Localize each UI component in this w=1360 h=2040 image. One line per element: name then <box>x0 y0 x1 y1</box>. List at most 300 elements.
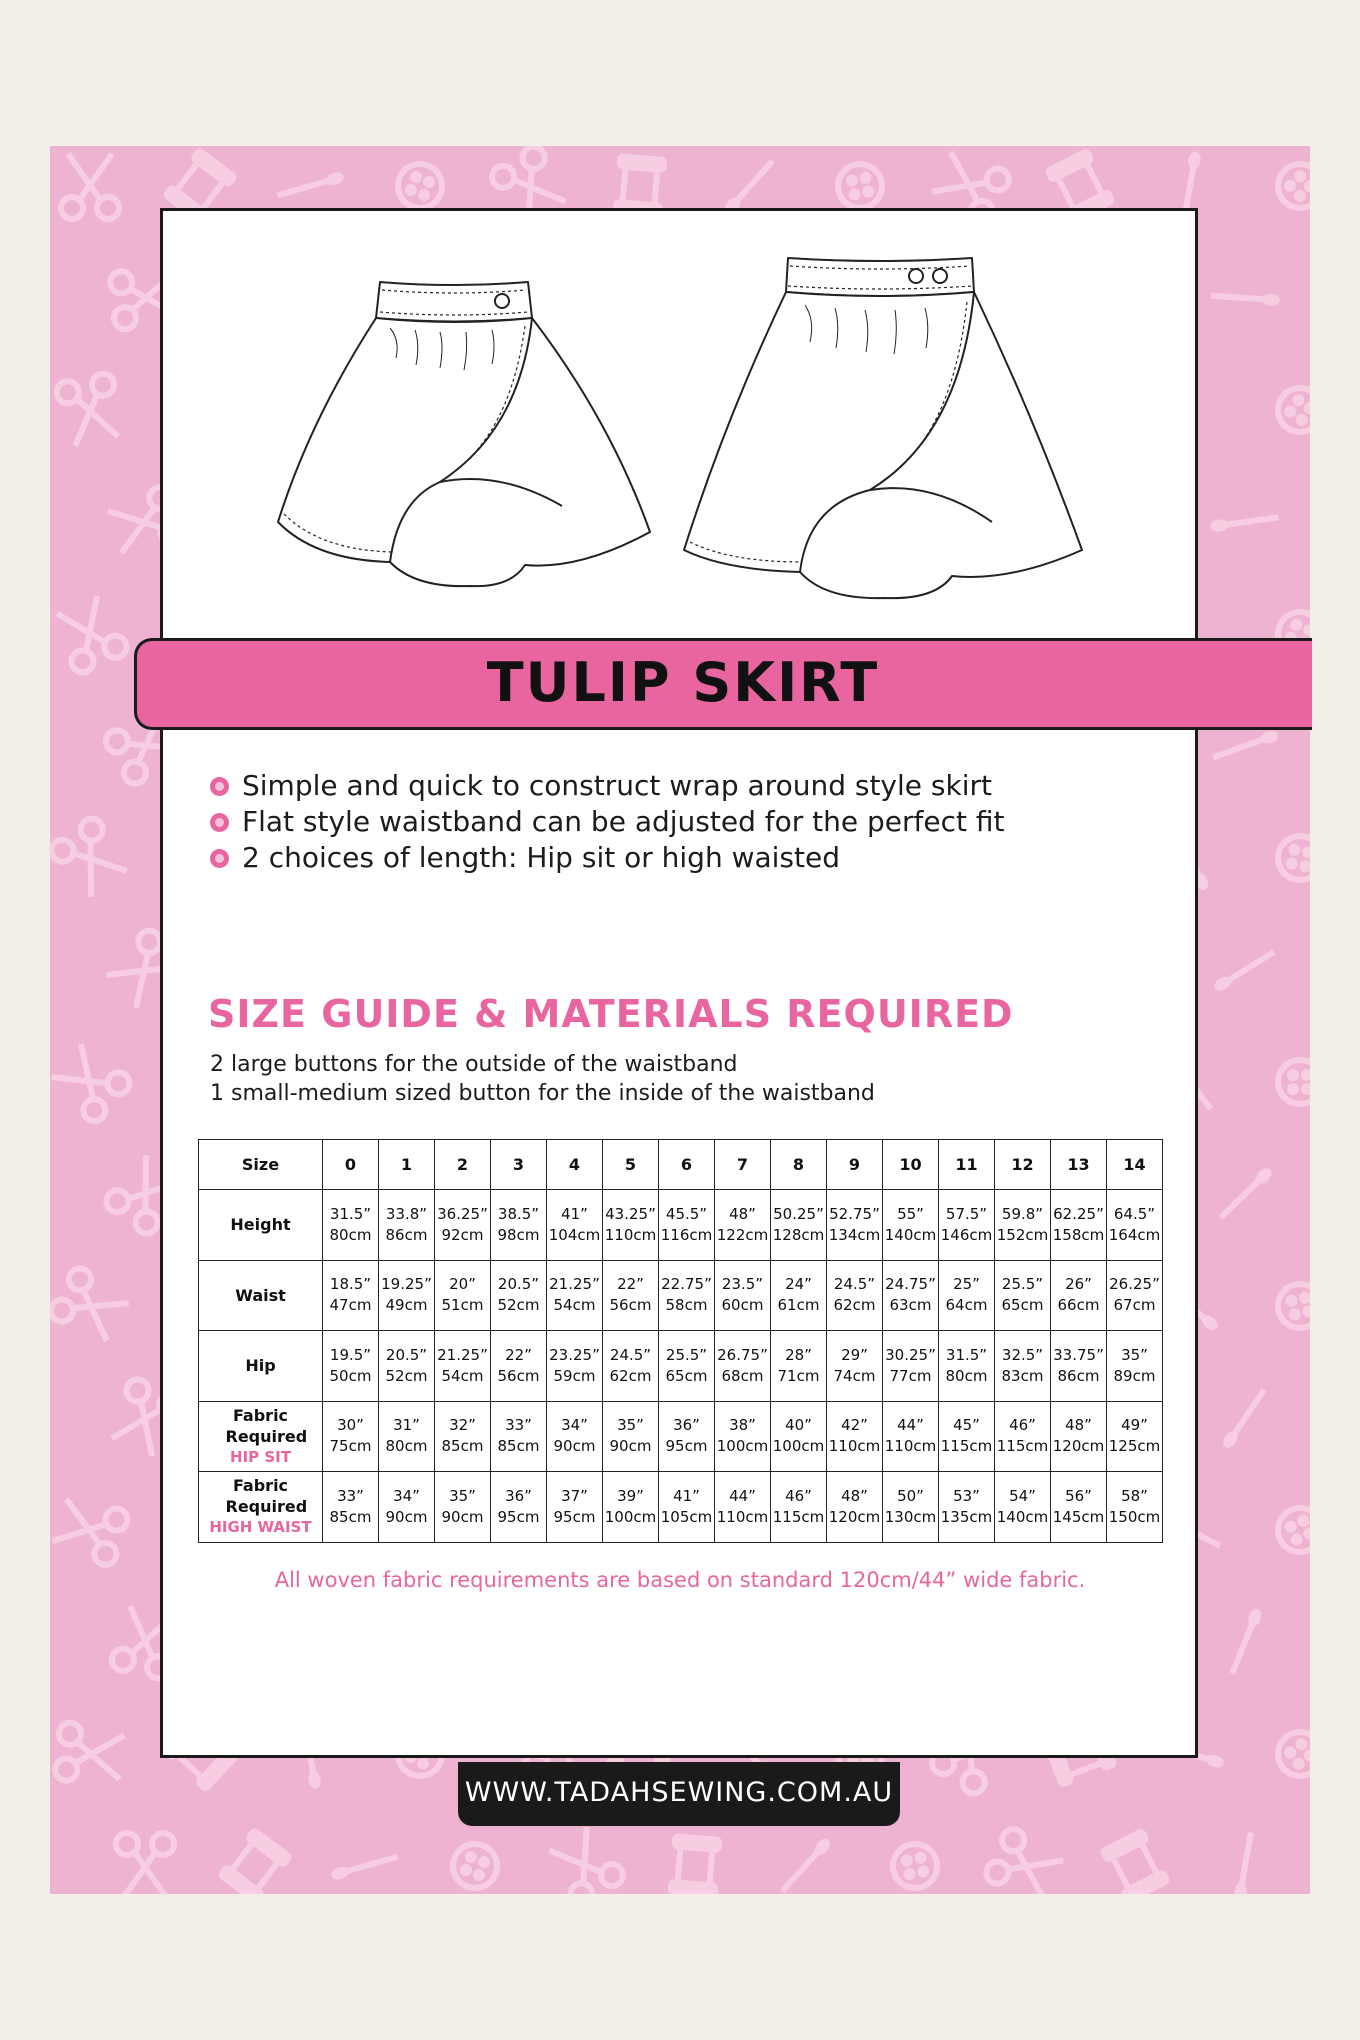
table-cell <box>827 1472 883 1543</box>
metric-value: 115cm <box>996 1437 1049 1456</box>
metric-value: 56cm <box>497 1366 540 1385</box>
table-cell <box>435 1190 491 1261</box>
metric-value: 86cm <box>385 1225 428 1244</box>
scissors-icon <box>50 814 132 901</box>
row-label <box>199 1260 323 1331</box>
imperial-value: 22” <box>617 1275 644 1294</box>
table-cell <box>995 1260 1051 1331</box>
table-cell <box>491 1331 547 1402</box>
thread-spool-icon <box>671 1836 720 1894</box>
table-cell <box>379 1331 435 1402</box>
table-cell <box>771 1190 827 1261</box>
table-cell <box>379 1472 435 1543</box>
metric-value: 85cm <box>497 1437 540 1456</box>
table-cell <box>939 1472 995 1543</box>
table-cell <box>379 1260 435 1331</box>
row-label-text: Fabric Required <box>225 1405 308 1446</box>
size-header-cell: 1 <box>379 1140 435 1190</box>
sewing-needle-icon <box>725 159 775 214</box>
imperial-value: 22” <box>505 1345 532 1364</box>
table-cell <box>603 1190 659 1261</box>
metric-value: 130cm <box>884 1507 937 1526</box>
table-cell <box>995 1401 1051 1472</box>
table-cell <box>1051 1260 1107 1331</box>
metric-value: 80cm <box>329 1225 372 1244</box>
sewing-needle-icon <box>331 1854 398 1879</box>
metric-value: 59cm <box>553 1366 596 1385</box>
imperial-value: 34” <box>561 1416 588 1435</box>
table-cell <box>995 1190 1051 1261</box>
imperial-value: 25.5” <box>1001 1275 1044 1294</box>
metric-value: 120cm <box>828 1507 881 1526</box>
table-cell <box>883 1401 939 1472</box>
button-icon <box>889 1840 941 1892</box>
feature-list <box>210 768 1004 876</box>
scissors-icon <box>50 1039 134 1126</box>
metric-value: 90cm <box>441 1507 484 1526</box>
table-cell <box>491 1260 547 1331</box>
table-cell <box>939 1190 995 1261</box>
size-header-cell: 11 <box>939 1140 995 1190</box>
scissors-icon <box>55 372 125 448</box>
imperial-value: 26.75” <box>717 1345 768 1364</box>
metric-value: 54cm <box>441 1366 484 1385</box>
table-cell <box>771 1260 827 1331</box>
scissors-icon <box>116 1833 174 1894</box>
scissors-icon <box>543 1823 627 1894</box>
table-cell <box>547 1472 603 1543</box>
imperial-value: 22.75” <box>661 1275 712 1294</box>
skirt-hip-sit-illustration <box>270 270 660 590</box>
imperial-value: 24.5” <box>833 1275 876 1294</box>
metric-value: 49cm <box>385 1296 428 1315</box>
sewing-needle-icon <box>1236 1832 1254 1894</box>
metric-value: 74cm <box>833 1366 876 1385</box>
row-label <box>199 1401 323 1472</box>
imperial-value: 48” <box>729 1204 756 1223</box>
table-cell <box>379 1190 435 1261</box>
imperial-value: 50” <box>897 1486 924 1505</box>
feature-text: Flat style waistband can be adjusted for the perfect fit <box>242 805 1005 838</box>
materials-item: 2 large buttons for the outside of the waistband <box>210 1052 738 1077</box>
metric-value: 140cm <box>996 1507 1049 1526</box>
metric-value: 105cm <box>660 1507 713 1526</box>
imperial-value: 44” <box>729 1486 756 1505</box>
metric-value: 92cm <box>441 1225 484 1244</box>
button-icon <box>1269 1723 1310 1785</box>
table-cell <box>1051 1472 1107 1543</box>
table-cell <box>939 1401 995 1472</box>
table-cell <box>659 1260 715 1331</box>
table-cell <box>715 1190 771 1261</box>
sewing-needle-icon <box>1211 293 1279 304</box>
button-icon <box>1278 1060 1310 1105</box>
table-cell <box>547 1331 603 1402</box>
metric-value: 110cm <box>716 1507 769 1526</box>
imperial-value: 41” <box>561 1204 588 1223</box>
pattern-title: TULIP SKIRT <box>486 651 880 714</box>
imperial-value: 33.8” <box>385 1204 428 1223</box>
imperial-value: 54” <box>1009 1486 1036 1505</box>
metric-value: 54cm <box>553 1296 596 1315</box>
size-header-cell: 0 <box>323 1140 379 1190</box>
table-cell <box>435 1331 491 1402</box>
metric-value: 134cm <box>828 1225 881 1244</box>
metric-value: 67cm <box>1113 1296 1156 1315</box>
imperial-value: 23.5” <box>721 1275 764 1294</box>
table-cell <box>603 1260 659 1331</box>
metric-value: 62cm <box>609 1366 652 1385</box>
imperial-value: 30” <box>337 1416 364 1435</box>
metric-value: 146cm <box>940 1225 993 1244</box>
bullet-button-icon <box>210 849 229 868</box>
sewing-needle-icon <box>780 1839 830 1894</box>
metric-value: 115cm <box>772 1507 825 1526</box>
table-cell <box>1051 1190 1107 1261</box>
feature-text: Simple and quick to construct wrap around style skirt <box>242 769 992 802</box>
metric-value: 75cm <box>329 1437 372 1456</box>
sewing-needle-icon <box>1224 1388 1267 1448</box>
imperial-value: 20.5” <box>385 1345 428 1364</box>
materials-item: 1 small-medium sized button for the inside of the waistband <box>210 1081 875 1106</box>
table-cell <box>491 1190 547 1261</box>
imperial-value: 30.25” <box>885 1345 936 1364</box>
metric-value: 100cm <box>716 1437 769 1456</box>
bullet-button-icon <box>210 813 229 832</box>
sewing-needle-icon <box>1212 732 1278 761</box>
metric-value: 56cm <box>609 1296 652 1315</box>
metric-value: 90cm <box>553 1437 596 1456</box>
imperial-value: 28” <box>785 1345 812 1364</box>
imperial-value: 18.5” <box>329 1275 372 1294</box>
table-cell <box>827 1190 883 1261</box>
metric-value: 68cm <box>721 1366 764 1385</box>
imperial-value: 44” <box>897 1416 924 1435</box>
metric-value: 122cm <box>716 1225 769 1244</box>
thread-spool-icon <box>616 156 665 216</box>
metric-value: 95cm <box>497 1507 540 1526</box>
table-cell <box>771 1401 827 1472</box>
imperial-value: 21.25” <box>549 1275 600 1294</box>
table-cell <box>323 1401 379 1472</box>
thread-spool-icon <box>1103 1831 1168 1894</box>
metric-value: 116cm <box>660 1225 713 1244</box>
table-cell <box>827 1260 883 1331</box>
table-cell <box>1107 1260 1163 1331</box>
button-icon <box>1274 1280 1310 1333</box>
table-cell <box>435 1472 491 1543</box>
size-header-cell: 2 <box>435 1140 491 1190</box>
size-header-cell: 12 <box>995 1140 1051 1190</box>
metric-value: 125cm <box>1108 1437 1161 1456</box>
metric-value: 164cm <box>1108 1225 1161 1244</box>
button-icon <box>1271 1501 1310 1559</box>
feature-item <box>210 804 1004 840</box>
imperial-value: 38” <box>729 1416 756 1435</box>
row-label-text: Height <box>230 1215 291 1235</box>
imperial-value: 39” <box>617 1486 644 1505</box>
title-banner <box>134 638 1312 730</box>
metric-value: 52cm <box>497 1296 540 1315</box>
website-link[interactable]: WWW.TADAHSEWING.COM.AU <box>464 1777 894 1808</box>
table-row <box>199 1472 1163 1543</box>
size-header-cell: 8 <box>771 1140 827 1190</box>
metric-value: 145cm <box>1052 1507 1105 1526</box>
imperial-value: 36” <box>673 1416 700 1435</box>
scissors-icon <box>983 1825 1067 1894</box>
row-label <box>199 1190 323 1261</box>
size-header-cell: 13 <box>1051 1140 1107 1190</box>
sewing-needle-icon <box>1218 1168 1271 1220</box>
imperial-value: 45” <box>953 1416 980 1435</box>
size-header-cell: 5 <box>603 1140 659 1190</box>
size-guide-heading: SIZE GUIDE & MATERIALS REQUIRED <box>208 992 1014 1036</box>
imperial-value: 31.5” <box>945 1345 988 1364</box>
metric-value: 89cm <box>1113 1366 1156 1385</box>
scissors-icon <box>51 1493 131 1568</box>
bullet-button-icon <box>210 777 229 796</box>
imperial-value: 29” <box>841 1345 868 1364</box>
imperial-value: 31” <box>393 1416 420 1435</box>
imperial-value: 58” <box>1121 1486 1148 1505</box>
size-header-cell: 7 <box>715 1140 771 1190</box>
table-cell <box>1107 1190 1163 1261</box>
table-cell <box>827 1401 883 1472</box>
metric-value: 47cm <box>329 1296 372 1315</box>
size-chart-table <box>198 1139 1163 1543</box>
metric-value: 115cm <box>940 1437 993 1456</box>
table-cell <box>771 1472 827 1543</box>
imperial-value: 33” <box>505 1416 532 1435</box>
metric-value: 90cm <box>385 1507 428 1526</box>
table-cell <box>323 1472 379 1543</box>
imperial-value: 40” <box>785 1416 812 1435</box>
table-cell <box>995 1472 1051 1543</box>
metric-value: 80cm <box>945 1366 988 1385</box>
metric-value: 86cm <box>1057 1366 1100 1385</box>
table-cell <box>827 1331 883 1402</box>
size-header-cell: 6 <box>659 1140 715 1190</box>
button-icon <box>392 158 449 215</box>
imperial-value: 46” <box>1009 1416 1036 1435</box>
table-cell <box>659 1401 715 1472</box>
size-header-cell: 10 <box>883 1140 939 1190</box>
row-label-subtext: HIGH WAIST <box>209 1518 312 1537</box>
metric-value: 64cm <box>945 1296 988 1315</box>
metric-value: 65cm <box>1001 1296 1044 1315</box>
row-label <box>199 1331 323 1402</box>
table-cell <box>883 1472 939 1543</box>
table-cell <box>939 1260 995 1331</box>
metric-value: 65cm <box>665 1366 708 1385</box>
metric-value: 95cm <box>665 1437 708 1456</box>
metric-value: 63cm <box>889 1296 932 1315</box>
size-header-cell: 3 <box>491 1140 547 1190</box>
imperial-value: 25.5” <box>665 1345 708 1364</box>
table-cell <box>715 1401 771 1472</box>
scissors-icon <box>50 593 129 676</box>
imperial-value: 57.5” <box>945 1204 988 1223</box>
metric-value: 128cm <box>772 1225 825 1244</box>
size-chart-body <box>199 1190 1163 1543</box>
sewing-needle-icon <box>276 174 343 199</box>
button-icon <box>834 160 886 212</box>
metric-value: 85cm <box>441 1437 484 1456</box>
imperial-value: 32” <box>449 1416 476 1435</box>
imperial-value: 24.75” <box>885 1275 936 1294</box>
table-cell <box>491 1401 547 1472</box>
table-cell <box>1107 1472 1163 1543</box>
imperial-value: 36.25” <box>437 1204 488 1223</box>
imperial-value: 31.5” <box>329 1204 372 1223</box>
imperial-value: 20” <box>449 1275 476 1294</box>
imperial-value: 49” <box>1121 1416 1148 1435</box>
size-header-cell: 14 <box>1107 1140 1163 1190</box>
table-cell <box>435 1401 491 1472</box>
size-label-header: Size <box>199 1140 323 1190</box>
imperial-value: 24.5” <box>609 1345 652 1364</box>
imperial-value: 55” <box>897 1204 924 1223</box>
metric-value: 61cm <box>777 1296 820 1315</box>
imperial-value: 41” <box>673 1486 700 1505</box>
imperial-value: 35” <box>449 1486 476 1505</box>
scissors-icon <box>50 1264 132 1347</box>
table-cell <box>883 1331 939 1402</box>
imperial-value: 24” <box>785 1275 812 1294</box>
size-header-cell: 9 <box>827 1140 883 1190</box>
button-icon <box>1269 155 1310 217</box>
imperial-value: 59.8” <box>1001 1204 1044 1223</box>
table-row <box>199 1401 1163 1472</box>
imperial-value: 43.25” <box>605 1204 656 1223</box>
imperial-value: 33.75” <box>1053 1345 1104 1364</box>
imperial-value: 42” <box>841 1416 868 1435</box>
imperial-value: 20.5” <box>497 1275 540 1294</box>
table-cell <box>659 1331 715 1402</box>
row-label-subtext: HIP SIT <box>230 1447 291 1466</box>
table-cell <box>771 1331 827 1402</box>
imperial-value: 62.25” <box>1053 1204 1104 1223</box>
table-cell <box>323 1260 379 1331</box>
metric-value: 110cm <box>884 1437 937 1456</box>
website-banner <box>458 1762 900 1826</box>
fabric-note: All woven fabric requirements are based on standard 120cm/44” wide fabric. <box>274 1568 1086 1592</box>
metric-value: 95cm <box>553 1507 596 1526</box>
table-cell <box>323 1331 379 1402</box>
metric-value: 104cm <box>548 1225 601 1244</box>
imperial-value: 35” <box>617 1416 644 1435</box>
row-label-text: Hip <box>245 1356 276 1376</box>
metric-value: 135cm <box>940 1507 993 1526</box>
button-icon <box>1269 379 1310 440</box>
metric-value: 100cm <box>772 1437 825 1456</box>
table-cell <box>323 1190 379 1261</box>
table-cell <box>547 1260 603 1331</box>
table-cell <box>883 1260 939 1331</box>
table-row <box>199 1260 1163 1331</box>
metric-value: 50cm <box>329 1366 372 1385</box>
scissors-icon <box>61 154 119 219</box>
imperial-value: 46” <box>785 1486 812 1505</box>
imperial-value: 48” <box>1065 1416 1092 1435</box>
feature-item <box>210 840 1004 876</box>
table-cell <box>1107 1401 1163 1472</box>
table-cell <box>1051 1401 1107 1472</box>
imperial-value: 26” <box>1065 1275 1092 1294</box>
metric-value: 152cm <box>996 1225 1049 1244</box>
metric-value: 90cm <box>609 1437 652 1456</box>
table-cell <box>883 1190 939 1261</box>
table-row <box>199 1190 1163 1261</box>
table-cell <box>995 1331 1051 1402</box>
metric-value: 58cm <box>665 1296 708 1315</box>
metric-value: 140cm <box>884 1225 937 1244</box>
metric-value: 80cm <box>385 1437 428 1456</box>
button-icon <box>1274 832 1310 884</box>
metric-value: 120cm <box>1052 1437 1105 1456</box>
imperial-value: 32.5” <box>1001 1345 1044 1364</box>
imperial-value: 33” <box>337 1486 364 1505</box>
sewing-needle-icon <box>1211 514 1279 529</box>
table-cell <box>603 1401 659 1472</box>
size-header-cell: 4 <box>547 1140 603 1190</box>
imperial-value: 48” <box>841 1486 868 1505</box>
imperial-value: 53” <box>953 1486 980 1505</box>
imperial-value: 19.25” <box>381 1275 432 1294</box>
table-cell <box>1107 1331 1163 1402</box>
metric-value: 110cm <box>828 1437 881 1456</box>
metric-value: 98cm <box>497 1225 540 1244</box>
metric-value: 150cm <box>1108 1507 1161 1526</box>
row-label-text: Fabric Required <box>225 1476 308 1517</box>
metric-value: 60cm <box>721 1296 764 1315</box>
feature-item <box>210 768 1004 804</box>
table-cell <box>491 1472 547 1543</box>
button-icon <box>447 1838 504 1894</box>
imperial-value: 26.25” <box>1109 1275 1160 1294</box>
metric-value: 77cm <box>889 1366 932 1385</box>
table-cell <box>435 1260 491 1331</box>
thread-spool-icon <box>221 1830 290 1894</box>
scissors-icon <box>54 1722 125 1786</box>
metric-value: 158cm <box>1052 1225 1105 1244</box>
table-row <box>199 1331 1163 1402</box>
imperial-value: 34” <box>393 1486 420 1505</box>
imperial-value: 50.25” <box>773 1204 824 1223</box>
metric-value: 71cm <box>777 1366 820 1385</box>
imperial-value: 56” <box>1065 1486 1092 1505</box>
table-cell <box>939 1331 995 1402</box>
metric-value: 85cm <box>329 1507 372 1526</box>
metric-value: 62cm <box>833 1296 876 1315</box>
skirt-high-waist-illustration <box>680 250 1090 610</box>
sewing-needle-icon <box>1229 1609 1260 1674</box>
table-cell <box>659 1472 715 1543</box>
imperial-value: 64.5” <box>1113 1204 1156 1223</box>
imperial-value: 52.75” <box>829 1204 880 1223</box>
metric-value: 110cm <box>604 1225 657 1244</box>
materials-list <box>210 1050 875 1108</box>
table-cell <box>547 1190 603 1261</box>
imperial-value: 35” <box>1121 1345 1148 1364</box>
table-cell <box>715 1472 771 1543</box>
table-cell <box>603 1331 659 1402</box>
metric-value: 66cm <box>1057 1296 1100 1315</box>
metric-value: 52cm <box>385 1366 428 1385</box>
imperial-value: 23.25” <box>549 1345 600 1364</box>
imperial-value: 37” <box>561 1486 588 1505</box>
imperial-value: 25” <box>953 1275 980 1294</box>
